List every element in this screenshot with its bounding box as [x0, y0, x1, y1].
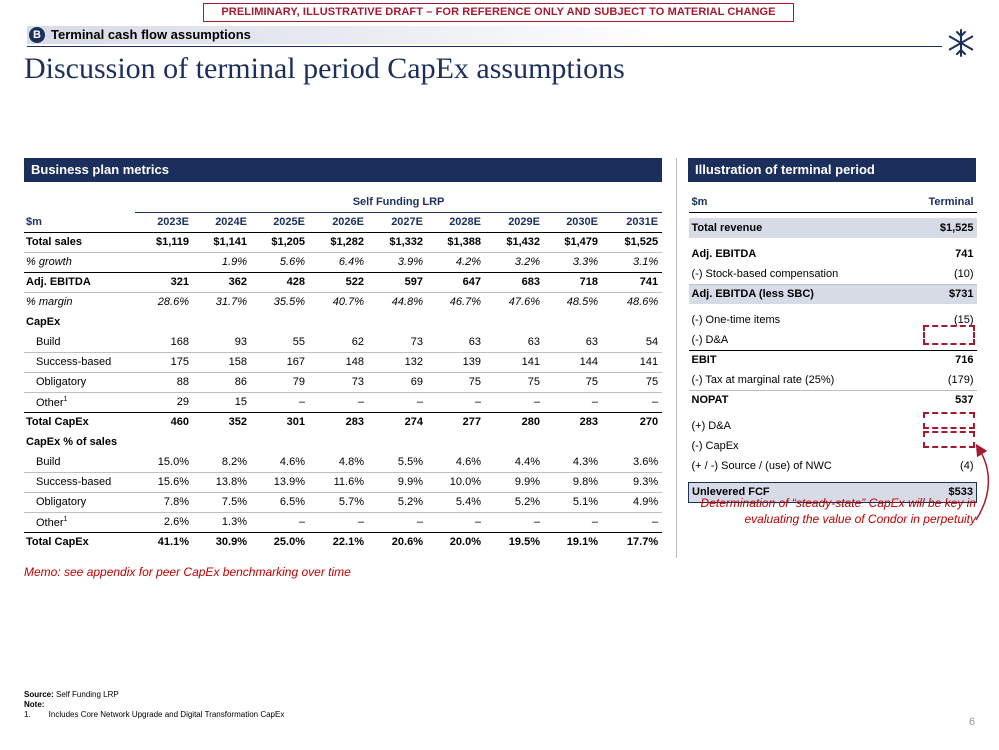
- value-cell: 283: [309, 412, 368, 432]
- row-label: [24, 452, 135, 472]
- value-cell: 168: [135, 332, 193, 352]
- terminal-row-value: $731: [889, 284, 977, 304]
- value-cell: 321: [135, 272, 193, 292]
- section-tag: [27, 26, 667, 44]
- value-cell: 22.1%: [309, 532, 368, 552]
- panel-divider: [676, 158, 677, 558]
- value-cell: –: [416, 516, 423, 528]
- draft-banner: PRELIMINARY, ILLUSTRATIVE DRAFT – FOR REFERENCE ONLY AND SUBJECT TO MATERIAL CHANGE: [203, 3, 794, 22]
- value-cell: [251, 432, 309, 452]
- value-cell: 13.8%: [193, 472, 251, 492]
- value-cell: 10.0%: [427, 472, 485, 492]
- table-row: [24, 432, 662, 452]
- value-cell: 48.6%: [626, 296, 659, 309]
- terminal-row-value: (4): [960, 460, 974, 472]
- terminal-row-value: 716: [955, 354, 974, 367]
- value-cell: 647: [427, 272, 485, 292]
- value-cell: 274: [368, 412, 427, 432]
- value-cell: 5.2%: [485, 492, 544, 512]
- row-label-text: Success-based: [36, 356, 112, 368]
- terminal-row: [689, 350, 977, 370]
- da-placeholder-box-2: [923, 412, 975, 429]
- value-cell: 73: [368, 332, 427, 352]
- value-cell: 48.5%: [566, 296, 598, 309]
- value-cell: 4.6%: [251, 452, 309, 472]
- value-cell: 175: [135, 352, 193, 372]
- row-label: [24, 432, 135, 452]
- value-cell: [368, 312, 427, 332]
- terminal-header-row: [689, 192, 977, 212]
- value-cell: 75: [544, 372, 602, 392]
- value-cell: 17.7%: [602, 532, 662, 552]
- row-label-text: Build: [36, 455, 61, 468]
- value-cell: [602, 432, 662, 452]
- value-cell: 362: [193, 272, 251, 292]
- value-cell: 44.8%: [391, 296, 423, 309]
- header-rule: [27, 46, 942, 47]
- value-cell: 283: [544, 412, 602, 432]
- year-header: 2023E: [135, 212, 193, 232]
- row-label-text: CapEx % of sales: [26, 436, 118, 448]
- row-label: [24, 392, 135, 412]
- value-cell: –: [591, 396, 598, 408]
- memo-note: Memo: see appendix for peer CapEx benchmarking over time: [24, 565, 351, 579]
- value-cell: 5.6%: [279, 256, 305, 268]
- value-cell: 63: [485, 332, 544, 352]
- row-label-text: % growth: [26, 256, 72, 268]
- value-cell: 148: [309, 352, 368, 372]
- value-cell: $1,205: [251, 232, 309, 252]
- lrp-group-label: Self Funding LRP: [135, 192, 662, 212]
- value-cell: 5.1%: [544, 492, 602, 512]
- section-badge: B: [29, 27, 45, 43]
- value-cell: 5.2%: [368, 492, 427, 512]
- value-cell: 741: [602, 272, 662, 292]
- table-row: [24, 352, 662, 372]
- row-label: [24, 372, 135, 392]
- value-cell: 7.8%: [135, 492, 193, 512]
- value-cell: [135, 312, 193, 332]
- row-label: [24, 412, 135, 432]
- value-cell: 25.0%: [251, 532, 309, 552]
- note-number: 1.: [24, 710, 31, 719]
- value-cell: 4.2%: [455, 256, 481, 268]
- row-label: [24, 272, 135, 292]
- value-cell: 30.9%: [193, 532, 251, 552]
- terminal-row-label: Adj. EBITDA: [691, 248, 757, 260]
- value-cell: 5.4%: [427, 492, 485, 512]
- value-cell: 20.0%: [427, 532, 485, 552]
- terminal-row: [689, 370, 977, 390]
- terminal-row: [689, 264, 977, 284]
- value-cell: [602, 312, 662, 332]
- value-cell: 718: [544, 272, 602, 292]
- table-row: [24, 452, 662, 472]
- year-header: 2025E: [251, 212, 309, 232]
- terminal-row-label: (-) One-time items: [691, 314, 781, 326]
- value-cell: 9.9%: [485, 472, 544, 492]
- value-cell: $1,141: [193, 232, 251, 252]
- value-cell: 270: [602, 412, 662, 432]
- row-label-text: CapEx: [26, 316, 61, 328]
- terminal-row-value: (10): [889, 264, 977, 284]
- row-label-text: Total CapEx: [26, 536, 89, 549]
- footnote-marker: 1: [63, 515, 68, 523]
- table-row: [24, 512, 662, 532]
- row-label: [24, 492, 135, 512]
- value-cell: 4.4%: [485, 452, 544, 472]
- blank-cell: [24, 192, 135, 212]
- source-text: Self Funding LRP: [56, 690, 119, 699]
- value-cell: 6.4%: [338, 256, 364, 268]
- value-cell: 20.6%: [368, 532, 427, 552]
- value-cell: 63: [544, 332, 602, 352]
- row-label: [24, 532, 135, 552]
- terminal-row-label: (-) Stock-based compensation: [689, 264, 889, 284]
- terminal-period-table: [688, 192, 977, 503]
- terminal-row-value: 537: [955, 394, 974, 407]
- value-cell: 9.8%: [544, 472, 602, 492]
- page-title: Discussion of terminal period CapEx assumptions: [24, 52, 625, 85]
- table-row: [24, 392, 662, 412]
- value-cell: –: [533, 396, 540, 408]
- row-label-text: Other: [36, 516, 64, 529]
- table-row: [24, 232, 662, 252]
- value-cell: 3.9%: [397, 256, 423, 268]
- year-header: 2024E: [193, 212, 251, 232]
- value-cell: $1,525: [602, 232, 662, 252]
- value-cell: [309, 312, 368, 332]
- value-cell: 280: [485, 412, 544, 432]
- row-label-text: Total sales: [26, 236, 83, 248]
- value-cell: 69: [368, 372, 427, 392]
- value-cell: 75: [602, 372, 662, 392]
- terminal-row-label: Unlevered FCF: [689, 482, 889, 502]
- year-header: 2029E: [485, 212, 544, 232]
- table-row: [24, 292, 662, 312]
- year-header: 2028E: [427, 212, 485, 232]
- value-cell: 3.1%: [633, 256, 659, 268]
- value-cell: 46.7%: [449, 296, 481, 309]
- group-header-row: [24, 192, 662, 212]
- value-cell: [135, 432, 193, 452]
- unit-label: $m: [24, 212, 135, 232]
- value-cell: [427, 312, 485, 332]
- unit-label: $m: [689, 192, 889, 212]
- value-cell: 40.7%: [332, 296, 364, 309]
- value-cell: 144: [544, 352, 602, 372]
- value-cell: [485, 312, 544, 332]
- terminal-row: [689, 456, 977, 476]
- terminal-row-label: (-) CapEx: [691, 440, 739, 452]
- terminal-row-label: (-) Tax at marginal rate (25%): [689, 370, 889, 390]
- terminal-row: [689, 218, 977, 238]
- value-cell: 277: [427, 412, 485, 432]
- footnote-marker: 1: [63, 395, 68, 403]
- source-label: Source:: [24, 690, 54, 699]
- table-row: [24, 372, 662, 392]
- value-cell: 4.3%: [544, 452, 602, 472]
- value-cell: 28.6%: [157, 296, 189, 309]
- terminal-row-value: $533: [889, 482, 977, 502]
- value-cell: –: [533, 516, 540, 528]
- value-cell: –: [651, 396, 659, 408]
- snowflake-logo-icon: [946, 28, 976, 58]
- value-cell: 132: [368, 352, 427, 372]
- terminal-row-label: EBIT: [691, 354, 717, 367]
- row-label-text: % margin: [26, 296, 73, 309]
- value-cell: 11.6%: [309, 472, 368, 492]
- value-cell: 5.7%: [309, 492, 368, 512]
- value-cell: 139: [427, 352, 485, 372]
- row-label: [24, 332, 135, 352]
- value-cell: –: [591, 516, 598, 528]
- value-cell: [427, 432, 485, 452]
- terminal-row-label: Adj. EBITDA (less SBC): [689, 284, 889, 304]
- value-cell: 7.5%: [193, 492, 251, 512]
- row-label: [24, 252, 135, 272]
- table-row: [24, 252, 662, 272]
- value-cell: 55: [251, 332, 309, 352]
- value-cell: 141: [602, 352, 662, 372]
- value-cell: 15: [234, 396, 247, 408]
- row-label-text: Adj. EBITDA: [26, 276, 91, 288]
- value-cell: –: [298, 396, 305, 408]
- value-cell: $1,282: [309, 232, 368, 252]
- value-cell: 31.7%: [215, 296, 247, 309]
- terminal-row-value: (179): [889, 370, 977, 390]
- value-cell: [309, 432, 368, 452]
- value-cell: 62: [309, 332, 368, 352]
- value-cell: 4.8%: [309, 452, 368, 472]
- value-cell: $1,432: [485, 232, 544, 252]
- year-header: 2030E: [544, 212, 602, 232]
- steady-state-capex-callout: Determination of “steady-state” CapEx will be key in evaluating the value of Condor in perpetuity: [700, 496, 976, 526]
- value-cell: 63: [427, 332, 485, 352]
- row-label: [24, 292, 135, 312]
- row-label-text: Obligatory: [36, 496, 87, 508]
- terminal-row: [689, 244, 977, 264]
- value-cell: 3.2%: [514, 256, 540, 268]
- value-cell: 8.2%: [193, 452, 251, 472]
- value-cell: [368, 432, 427, 452]
- terminal-row-value: 741: [955, 248, 974, 260]
- terminal-row: [689, 390, 977, 410]
- value-cell: [544, 432, 602, 452]
- value-cell: –: [651, 516, 659, 528]
- terminal-row-label: Total revenue: [689, 218, 889, 238]
- page-number: 6: [969, 716, 976, 728]
- year-header: 2026E: [309, 212, 368, 232]
- value-cell: –: [357, 516, 364, 528]
- value-cell: 15.0%: [135, 452, 193, 472]
- row-label-text: Obligatory: [36, 376, 87, 388]
- value-cell: 597: [368, 272, 427, 292]
- value-cell: 6.5%: [251, 492, 309, 512]
- value-cell: 3.3%: [572, 256, 598, 268]
- column-header-row: [24, 212, 662, 232]
- row-label-text: Build: [36, 335, 61, 348]
- terminal-period-header: Illustration of terminal period: [688, 158, 976, 182]
- value-cell: [251, 312, 309, 332]
- table-row: [24, 492, 662, 512]
- value-cell: [193, 432, 251, 452]
- value-cell: –: [474, 516, 481, 528]
- value-cell: 1.9%: [221, 256, 247, 268]
- table-row: [24, 312, 662, 332]
- row-label-text: Success-based: [36, 476, 112, 488]
- value-cell: $1,332: [368, 232, 427, 252]
- value-cell: 75: [485, 372, 544, 392]
- business-plan-table: [24, 192, 662, 552]
- value-cell: 460: [135, 412, 193, 432]
- table-row: [24, 332, 662, 352]
- value-cell: 141: [485, 352, 544, 372]
- value-cell: 86: [193, 372, 251, 392]
- row-label-text: Total CapEx: [26, 416, 89, 429]
- value-cell: [193, 312, 251, 332]
- value-cell: 88: [135, 372, 193, 392]
- value-cell: 683: [485, 272, 544, 292]
- row-label: [24, 232, 135, 252]
- value-cell: 9.9%: [368, 472, 427, 492]
- table-row: [24, 412, 662, 432]
- value-cell: 9.3%: [602, 472, 662, 492]
- year-header: 2027E: [368, 212, 427, 232]
- value-cell: 15.6%: [135, 472, 193, 492]
- capex-placeholder-box: [923, 431, 975, 448]
- business-plan-header: Business plan metrics: [24, 158, 662, 182]
- value-cell: 13.9%: [251, 472, 309, 492]
- table-row: [24, 272, 662, 292]
- value-cell: $1,388: [427, 232, 485, 252]
- value-cell: 301: [251, 412, 309, 432]
- value-cell: $1,119: [135, 232, 193, 252]
- terminal-row: [689, 284, 977, 304]
- value-cell: 93: [193, 332, 251, 352]
- value-cell: 54: [602, 332, 662, 352]
- value-cell: [544, 312, 602, 332]
- value-cell: 3.6%: [602, 452, 662, 472]
- value-cell: 73: [309, 372, 368, 392]
- value-cell: 19.1%: [544, 532, 602, 552]
- terminal-row-label: (+) D&A: [691, 420, 731, 432]
- value-cell: 79: [251, 372, 309, 392]
- year-header: 2031E: [602, 212, 662, 232]
- value-cell: –: [416, 396, 423, 408]
- terminal-column-label: Terminal: [889, 192, 977, 212]
- value-cell: 352: [193, 412, 251, 432]
- note-label: Note:: [24, 700, 45, 709]
- value-cell: –: [357, 396, 364, 408]
- row-label-text: Other: [36, 396, 64, 409]
- value-cell: 4.9%: [602, 492, 662, 512]
- value-cell: –: [474, 396, 481, 408]
- value-cell: $1,479: [544, 232, 602, 252]
- terminal-row-value: $1,525: [889, 218, 977, 238]
- value-cell: 1.3%: [221, 516, 247, 528]
- value-cell: 47.6%: [508, 296, 540, 309]
- footnotes: [24, 690, 284, 720]
- row-label: [24, 472, 135, 492]
- value-cell: 4.6%: [427, 452, 485, 472]
- da-placeholder-box-1: [923, 325, 975, 345]
- terminal-row-label: (-) D&A: [689, 330, 889, 350]
- row-label: [24, 352, 135, 372]
- value-cell: 75: [427, 372, 485, 392]
- terminal-row-value: (15): [953, 314, 974, 326]
- value-cell: 29: [176, 396, 189, 408]
- value-cell: [485, 432, 544, 452]
- value-cell: 5.5%: [368, 452, 427, 472]
- table-row: [24, 472, 662, 492]
- value-cell: [135, 252, 193, 272]
- value-cell: 158: [193, 352, 251, 372]
- value-cell: 19.5%: [485, 532, 544, 552]
- terminal-row-label: NOPAT: [691, 394, 729, 407]
- value-cell: 167: [251, 352, 309, 372]
- row-label: [24, 512, 135, 532]
- section-label: Terminal cash flow assumptions: [51, 27, 251, 42]
- table-row: [24, 532, 662, 552]
- row-label: [24, 312, 135, 332]
- note-text: Includes Core Network Upgrade and Digital Transformation CapEx: [48, 710, 285, 719]
- value-cell: 428: [251, 272, 309, 292]
- terminal-row-label: (+ / -) Source / (use) of NWC: [691, 460, 832, 472]
- value-cell: 41.1%: [135, 532, 193, 552]
- value-cell: 35.5%: [273, 296, 305, 309]
- value-cell: –: [298, 516, 305, 528]
- value-cell: 2.6%: [163, 516, 189, 528]
- value-cell: 522: [309, 272, 368, 292]
